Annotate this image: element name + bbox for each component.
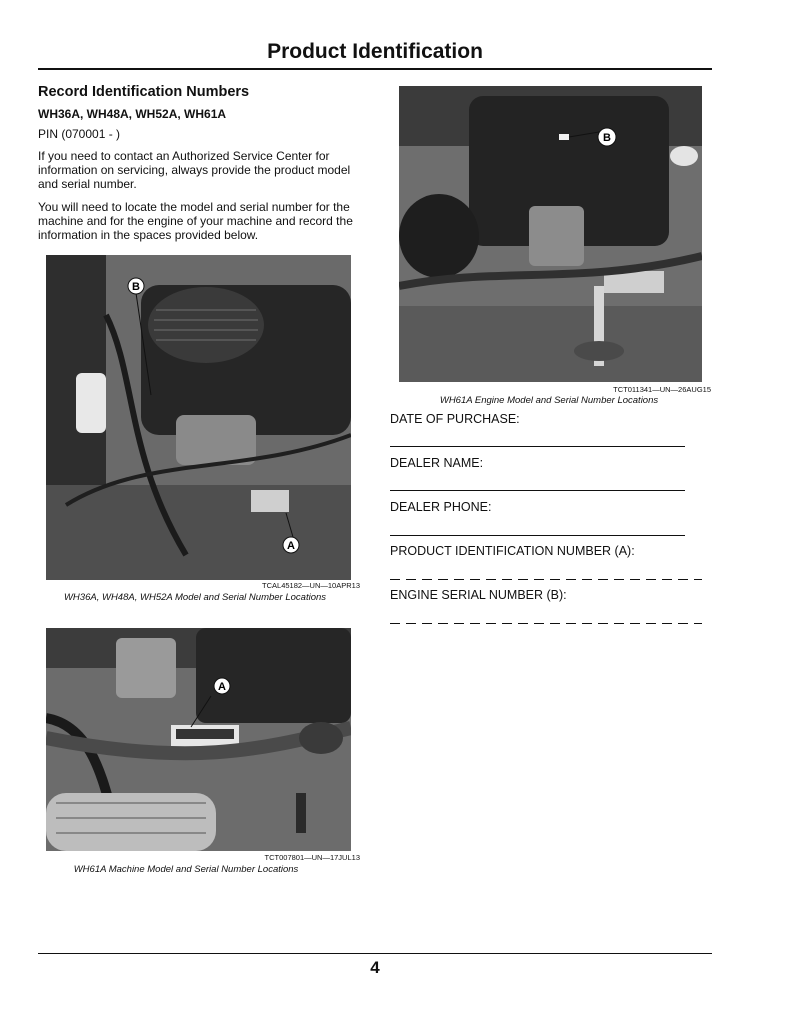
engine-serial-label: ENGINE SERIAL NUMBER (B):: [390, 588, 567, 602]
callout-a-label: A: [218, 681, 226, 693]
section-heading: Record Identification Numbers: [38, 84, 250, 100]
figure-caption: WH61A Machine Model and Serial Number Locations: [73, 864, 299, 875]
callout-b-marker: [126, 276, 146, 296]
page-title: Product Identification: [267, 40, 483, 63]
page-number: 4: [370, 958, 380, 977]
header-rule: [38, 68, 712, 70]
dealer-name-line[interactable]: [390, 490, 685, 491]
pin-range: PIN (070001 - ): [38, 127, 121, 141]
callout-a-marker: [212, 676, 232, 696]
date-of-purchase-label: DATE OF PURCHASE:: [390, 412, 520, 426]
callout-b-marker: [596, 126, 618, 148]
dealer-phone-label: DEALER PHONE:: [390, 500, 492, 514]
model-list: WH36A, WH48A, WH52A, WH61A: [38, 107, 227, 121]
callout-a-marker: [281, 535, 301, 555]
product-id-line[interactable]: [390, 579, 702, 580]
figure-caption: WH61A Engine Model and Serial Number Locations: [439, 395, 659, 406]
date-of-purchase-line[interactable]: [390, 446, 685, 447]
engine-photo-wh36-52: [46, 255, 351, 580]
engine-serial-line[interactable]: [390, 623, 702, 624]
callout-b-label: B: [132, 281, 140, 293]
dealer-name-label: DEALER NAME:: [390, 456, 484, 470]
figure-code: TCT011341—UN—26AUG15: [613, 385, 711, 394]
figure-code: TCAL45182—UN—10APR13: [262, 581, 360, 590]
engine-photo-wh61a: [399, 86, 702, 382]
intro-paragraph-2: You will need to locate the model and serial number for the machine and for the engine of your machine and record the information in the spaces provided below.: [38, 200, 353, 242]
figure-code: TCT007801—UN—17JUL13: [264, 853, 360, 862]
dealer-phone-line[interactable]: [390, 535, 685, 536]
intro-paragraph-1: If you need to contact an Authorized Service Center for information on servicing, always provide the product model and serial number.: [38, 149, 351, 191]
footer-rule: [38, 953, 712, 954]
callout-b-label: B: [603, 132, 611, 144]
callout-a-label: A: [287, 540, 295, 552]
product-id-label: PRODUCT IDENTIFICATION NUMBER (A):: [390, 544, 635, 558]
figure-caption: WH36A, WH48A, WH52A Model and Serial Number Locations: [63, 592, 327, 603]
machine-photo-wh61a: [46, 628, 351, 851]
